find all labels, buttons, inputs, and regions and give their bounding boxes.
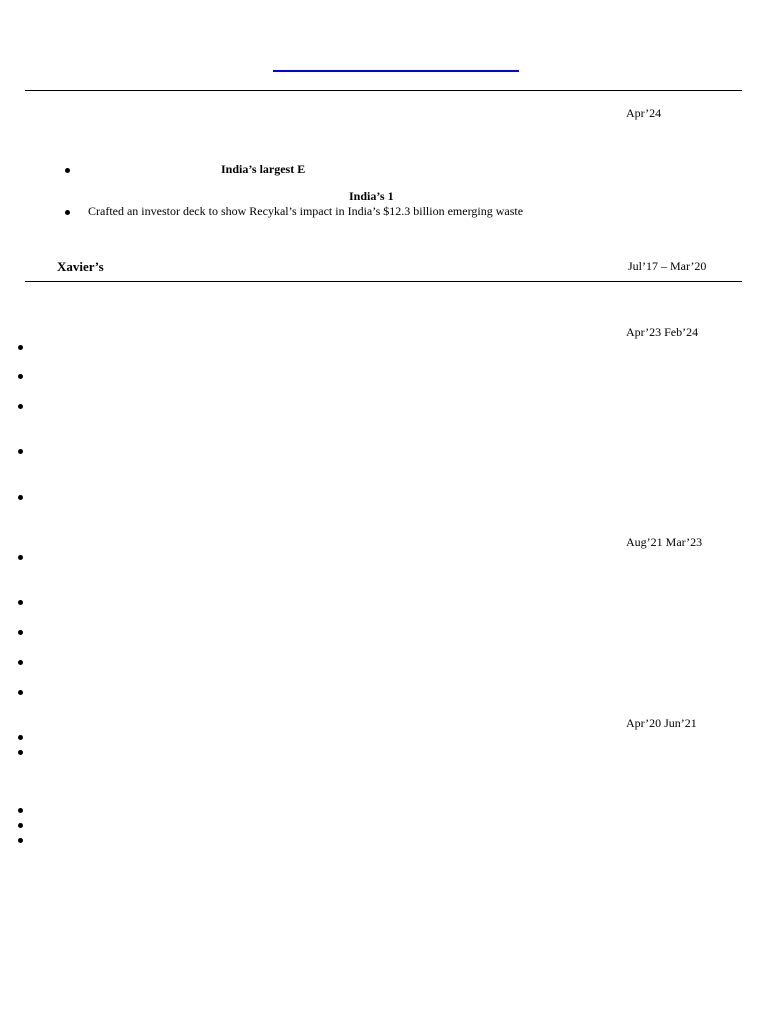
experience-1-center-bold: India’s 1 <box>349 189 394 203</box>
bullet-icon <box>18 750 23 755</box>
header-link-underline[interactable] <box>273 70 519 72</box>
experience-1-date: Apr’24 <box>626 106 662 120</box>
bullet-icon <box>18 374 23 379</box>
bullet-icon <box>65 210 70 215</box>
bullet-icon <box>18 600 23 605</box>
education-school: Xavier’s <box>57 259 104 274</box>
experience-4-dates: Apr’20 Jun’21 <box>626 716 697 730</box>
bullet-icon <box>18 735 23 740</box>
bullet-icon <box>18 345 23 350</box>
section-divider-education <box>25 281 742 282</box>
experience-1-bullet2: Crafted an investor deck to show Recykal’s impact in India’s $12.3 billion emerging waste <box>88 204 524 218</box>
experience-2-dates: Apr’23 Feb’24 <box>626 325 699 339</box>
bullet-icon <box>18 555 23 560</box>
bullet-icon <box>18 630 23 635</box>
bullet-icon <box>18 404 23 409</box>
bullet-icon <box>18 495 23 500</box>
education-dates: Jul’17 – Mar’20 <box>628 259 707 273</box>
bullet-icon <box>18 808 23 813</box>
bullet-icon <box>18 449 23 454</box>
bullet-icon <box>18 690 23 695</box>
bullet-icon <box>65 168 70 173</box>
bullet-icon <box>18 660 23 665</box>
experience-1-bullet1-bold: India’s largest E <box>221 162 306 176</box>
section-divider-top <box>25 90 742 91</box>
bullet-icon <box>18 823 23 828</box>
experience-3-dates: Aug’21 Mar’23 <box>626 535 703 549</box>
bullet-icon <box>18 838 23 843</box>
